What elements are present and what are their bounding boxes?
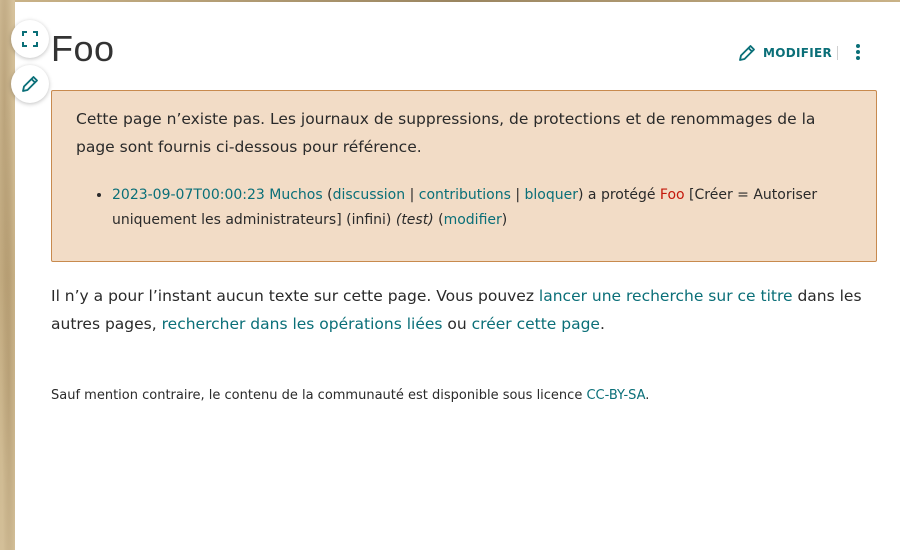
log-paren-close: ) — [501, 212, 508, 228]
search-title-link[interactable]: lancer une recherche sur ce titre — [538, 287, 793, 305]
log-details: [Créer = Autoriser uniquement les administrateurs] (infini) — [112, 187, 818, 228]
log-pipe: | — [405, 187, 419, 203]
footer-period: . — [645, 388, 650, 403]
log-talk-link[interactable]: discussion — [332, 187, 406, 203]
edit-button-label: MODIFIER — [763, 46, 833, 60]
log-block-link[interactable]: bloquer — [524, 187, 579, 203]
body-text-1: Il n’y a pour l’instant aucun texte sur cette page. Vous pouvez — [51, 287, 539, 305]
log-reason: (test) — [395, 212, 434, 228]
page-content — [15, 2, 900, 550]
edit-button[interactable] — [737, 42, 832, 64]
pencil-icon — [737, 43, 757, 63]
log-pipe: | — [510, 187, 525, 203]
log-list — [76, 183, 852, 233]
body-text-4: . — [599, 315, 605, 333]
log-entry — [112, 183, 852, 233]
page-title: Foo — [51, 28, 115, 69]
body-text-2: dans les autres pages, — [51, 287, 862, 333]
license-link[interactable]: CC-BY-SA — [586, 388, 646, 403]
log-contribs-link[interactable]: contributions — [418, 187, 511, 203]
no-text-message — [51, 282, 881, 338]
expand-button[interactable] — [11, 20, 49, 58]
log-timestamp-link[interactable]: 2023-09-07T00:00:23 — [112, 187, 265, 203]
log-paren-open: ( — [322, 187, 333, 203]
expand-icon — [21, 30, 39, 48]
related-logs-link[interactable]: rechercher dans les opérations liées — [161, 315, 443, 333]
log-page-link[interactable]: Foo — [659, 187, 685, 203]
log-action: ) a protégé — [578, 187, 660, 203]
log-user-link[interactable]: Muchos — [269, 187, 323, 203]
pencil-icon — [20, 74, 40, 94]
notice-text: Cette page n’existe pas. Les journaux de suppressions, de protections et de renommages de la page sont fournis ci-dessous pour référence. — [76, 110, 816, 156]
license-footer — [51, 388, 649, 403]
edit-fab-button[interactable] — [11, 65, 49, 103]
more-vertical-icon — [855, 43, 861, 61]
more-options-button[interactable] — [849, 40, 867, 64]
log-paren-open: ( — [433, 212, 444, 228]
nonexistent-page-notice — [51, 90, 877, 262]
toolbar-separator — [837, 46, 838, 60]
body-text-3: ou — [442, 315, 472, 333]
footer-text: Sauf mention contraire, le contenu de la communauté est disponible sous licence — [51, 388, 587, 403]
create-page-link[interactable]: créer cette page — [471, 315, 600, 333]
log-modify-link[interactable]: modifier — [443, 212, 502, 228]
